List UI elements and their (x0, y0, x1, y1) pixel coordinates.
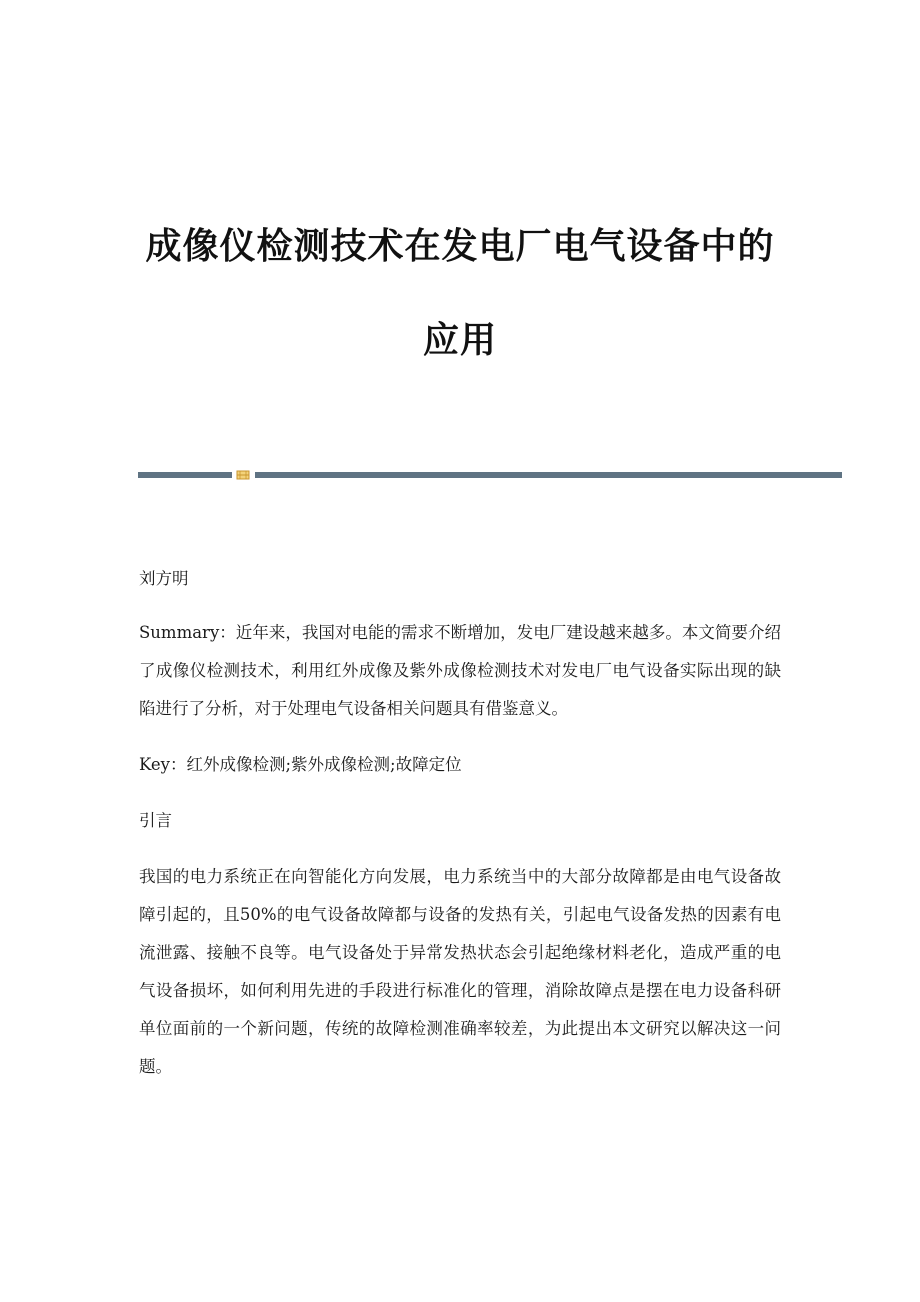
summary-paragraph: Summary：近年来，我国对电能的需求不断增加，发电厂建设越来越多。本文简要介绍了成像仪检测技术，利用红外成像及紫外成像检测技术对发电厂电气设备实际出现的缺陷进行了分析，对于处理电气设备相关问题具有借鉴意义。 (139, 623, 781, 718)
keywords-line: Key：红外成像检测;紫外成像检测;故障定位 (139, 755, 462, 774)
section-heading-introduction: 引言 (139, 811, 172, 830)
document-title-line-2: 应用 (422, 320, 497, 361)
title-divider (138, 470, 842, 480)
divider-ornament-icon (236, 470, 250, 480)
author-name: 刘方明 (139, 569, 189, 588)
divider-bar-left (138, 472, 232, 478)
divider-bar-right (255, 472, 842, 478)
document-title-line-1: 成像仪检测技术在发电厂电气设备中的 (145, 226, 775, 267)
introduction-paragraph: 我国的电力系统正在向智能化方向发展，电力系统当中的大部分故障都是由电气设备故障引起的，且50%的电气设备故障都与设备的发热有关，引起电气设备发热的因素有电流泄露、接触不良等。电气设备处于异常发热状态会引起绝缘材料老化，造成严重的电气设备损坏，如何利用先进的手段进行标准化的管理，消除故障点是摆在电力设备科研单位面前的一个新问题，传统的故障检测准确率较差，为此提出本文研究以解决这一问题。 (139, 867, 781, 1076)
document-body (139, 560, 781, 1104)
